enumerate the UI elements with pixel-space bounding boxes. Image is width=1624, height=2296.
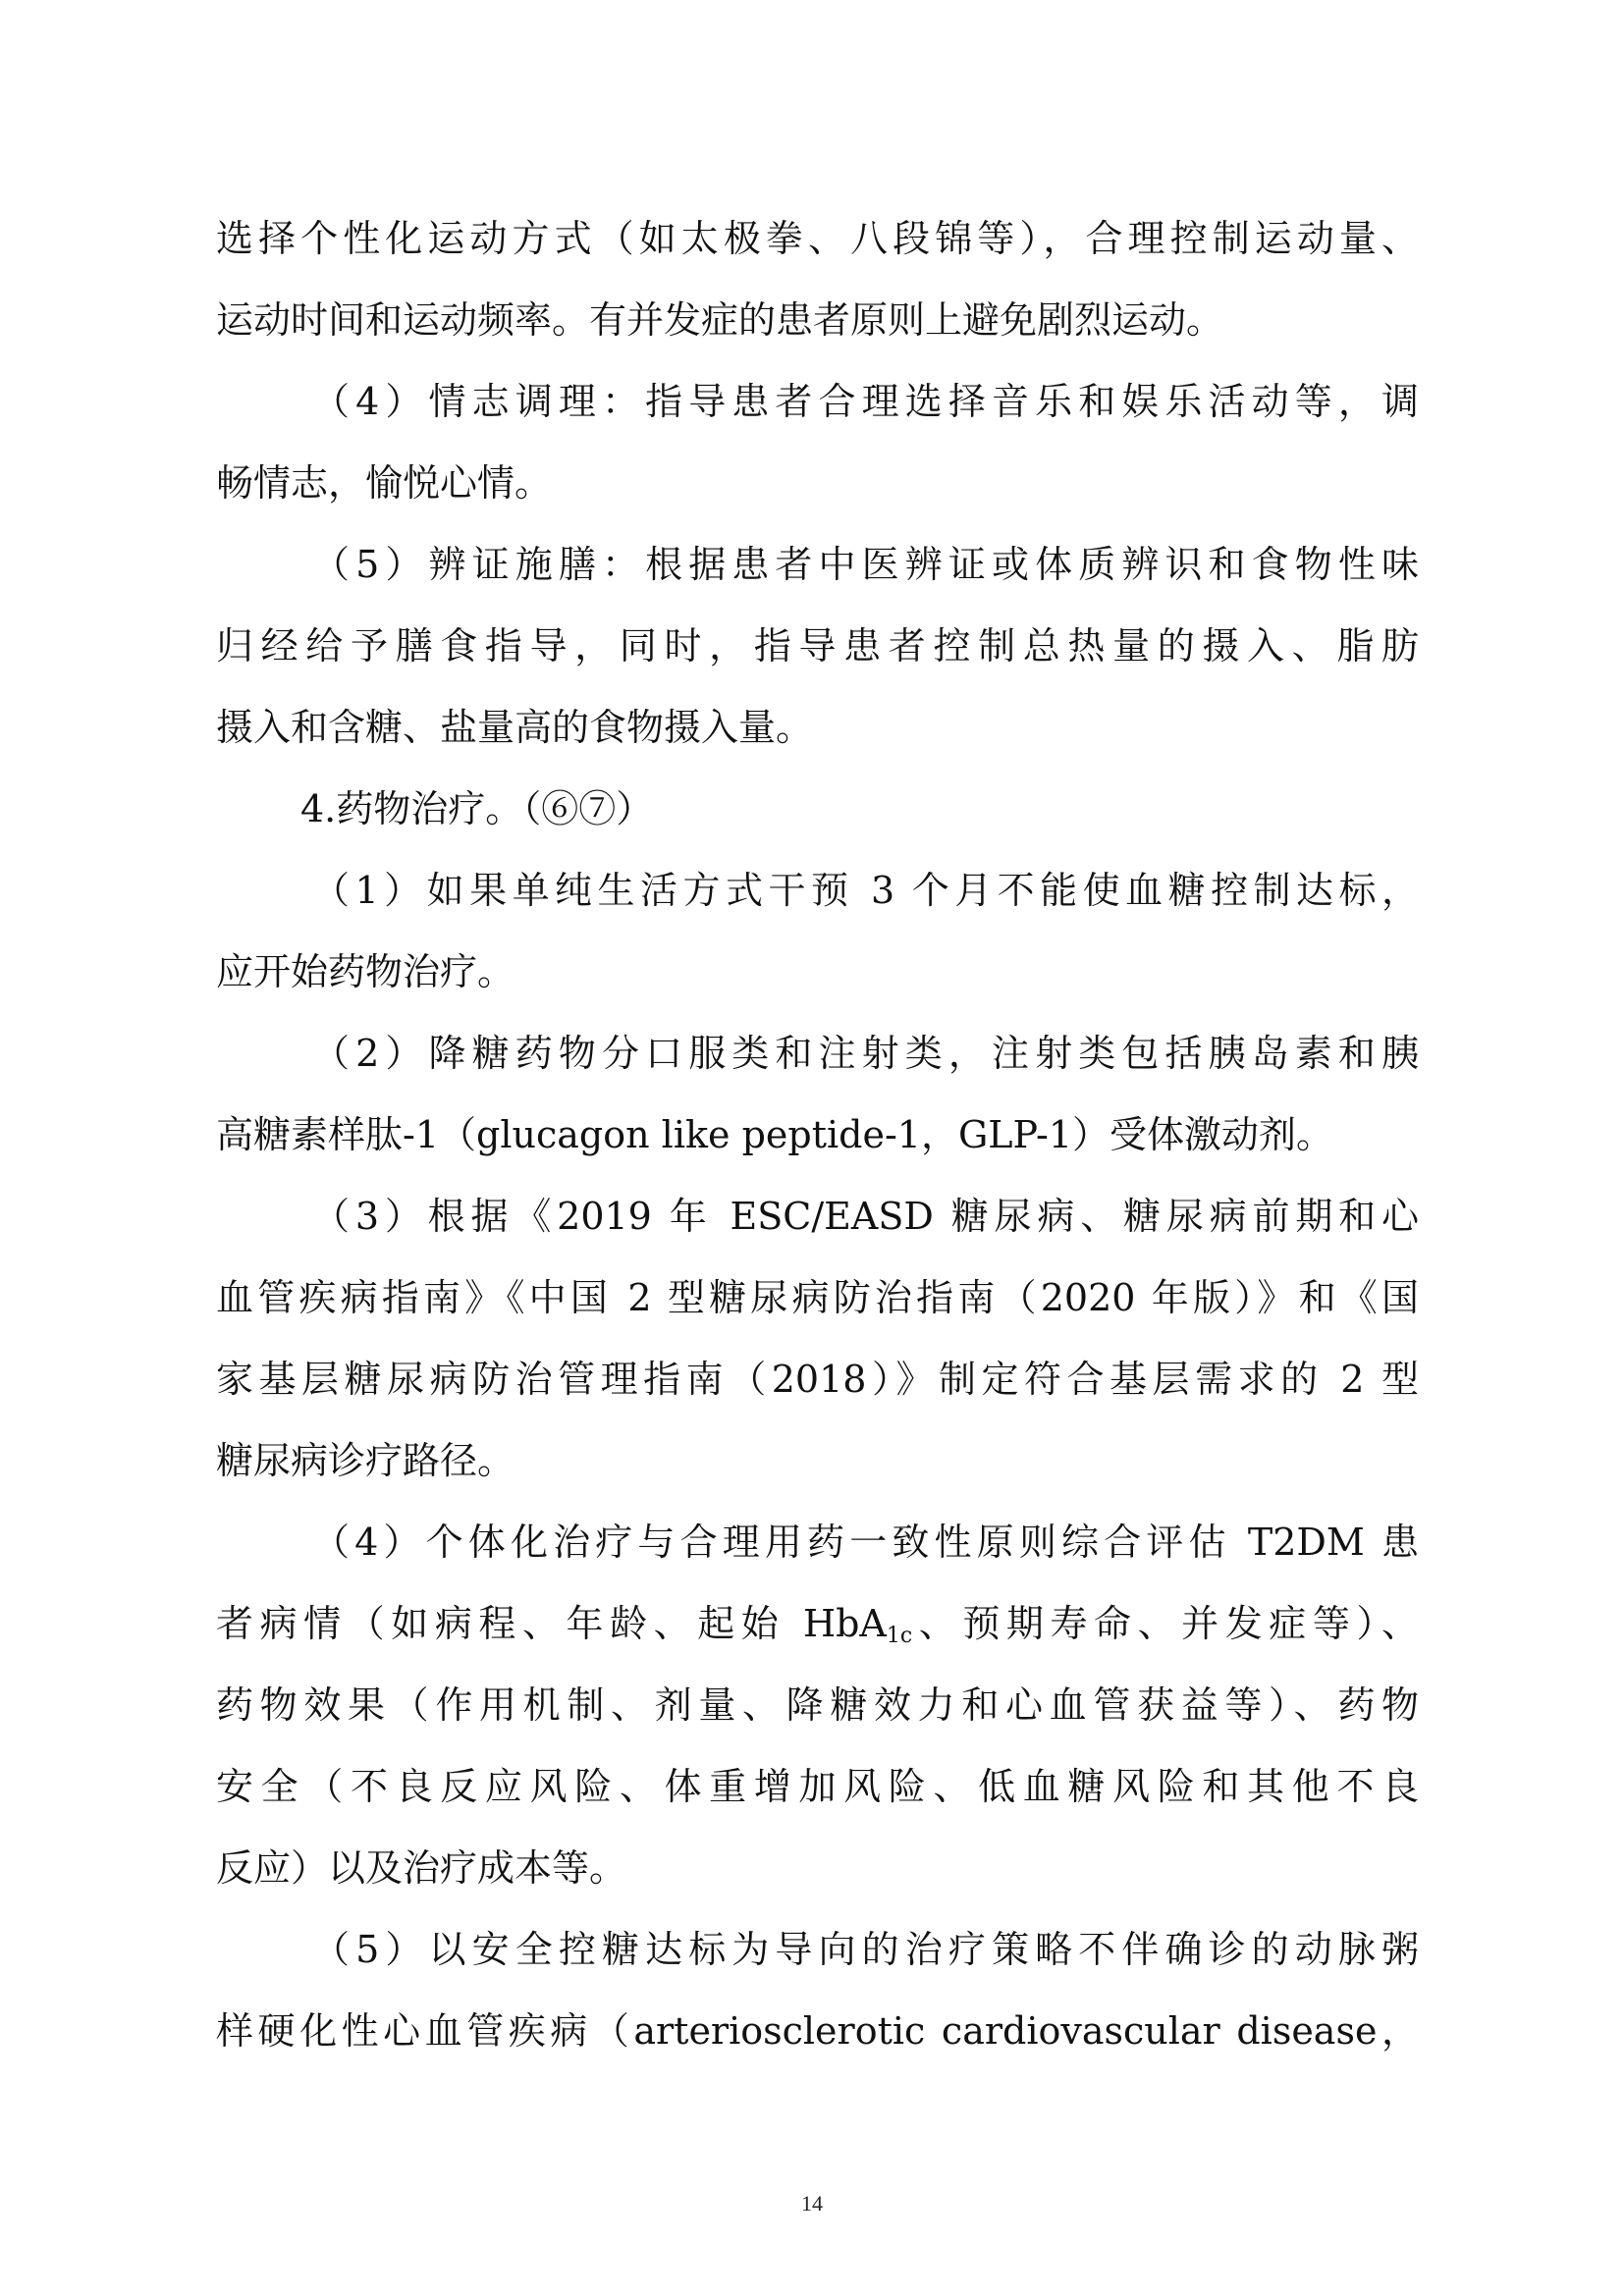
paragraph-0-line-0: 选择个性化运动方式（如太极拳、八段锦等），合理控制运动量、 xyxy=(216,217,1419,260)
subscript-1c: 1c xyxy=(886,1624,913,1648)
paragraph-7-line-4: 反应）以及治疗成本等。 xyxy=(216,1846,627,1890)
paragraph-7-line-0: （4）个体化治疗与合理用药一致性原则综合评估 T2DM 患 xyxy=(312,1521,1419,1564)
paragraph-7-line-3: 安全（不良反应风险、体重增加风险、低血糖风险和其他不良 xyxy=(216,1765,1419,1808)
paragraph-1-line-1: 畅情志，愉悦心情。 xyxy=(216,461,553,505)
paragraph-6-line-0: （3）根据《2019 年 ESC/EASD 糖尿病、糖尿病前期和心 xyxy=(312,1195,1419,1238)
section-heading: 4.药物治疗。（⑥⑦） xyxy=(300,787,654,830)
page-number: 14 xyxy=(801,2191,823,2216)
paragraph-6-line-2: 家基层糖尿病防治管理指南（2018）》制定符合基层需求的 2 型 xyxy=(216,1358,1419,1401)
paragraph-7-line-1-text: 者病情（如病程、年龄、起始 HbA xyxy=(216,1602,887,1645)
paragraph-5-line-1: 高糖素样肽-1（glucagon like peptide-1，GLP-1）受体激动剂。 xyxy=(216,1113,1334,1156)
paragraph-1-line-0: （4）情志调理：指导患者合理选择音乐和娱乐活动等，调 xyxy=(312,380,1419,423)
paragraph-8-line-1: 样硬化性心血管疾病（arteriosclerotic cardiovascular disease， xyxy=(216,2009,1419,2053)
paragraph-5-line-0: （2）降糖药物分口服类和注射类，注射类包括胰岛素和胰 xyxy=(312,1032,1419,1075)
paragraph-6-line-1: 血管疾病指南》《中国 2 型糖尿病防治指南（2020 年版）》和《国 xyxy=(216,1276,1419,1319)
paragraph-2-line-0: （5）辨证施膳：根据患者中医辨证或体质辨识和食物性味 xyxy=(312,543,1419,586)
paragraph-2-line-1: 归经给予膳食指导，同时，指导患者控制总热量的摄入、脂肪 xyxy=(216,624,1419,667)
paragraph-7-line-2: 药物效果（作用机制、剂量、降糖效力和心血管获益等）、药物 xyxy=(216,1683,1419,1727)
paragraph-4-line-0: （1）如果单纯生活方式干预 3 个月不能使血糖控制达标， xyxy=(312,869,1419,912)
paragraph-8-line-0: （5）以安全控糖达标为导向的治疗策略不伴确诊的动脉粥 xyxy=(312,1928,1419,1971)
paragraph-0-line-1: 运动时间和运动频率。有并发症的患者原则上避免剧烈运动。 xyxy=(216,298,1224,342)
paragraph-7-line-1 xyxy=(216,1592,1419,1655)
paragraph-2-line-2: 摄入和含糖、盐量高的食物摄入量。 xyxy=(216,706,814,749)
paragraph-7-line-1-tail: 、预期寿命、并发症等）、 xyxy=(912,1602,1419,1645)
paragraph-6-line-3: 糖尿病诊疗路径。 xyxy=(216,1439,515,1482)
paragraph-4-line-1: 应开始药物治疗。 xyxy=(216,950,515,993)
